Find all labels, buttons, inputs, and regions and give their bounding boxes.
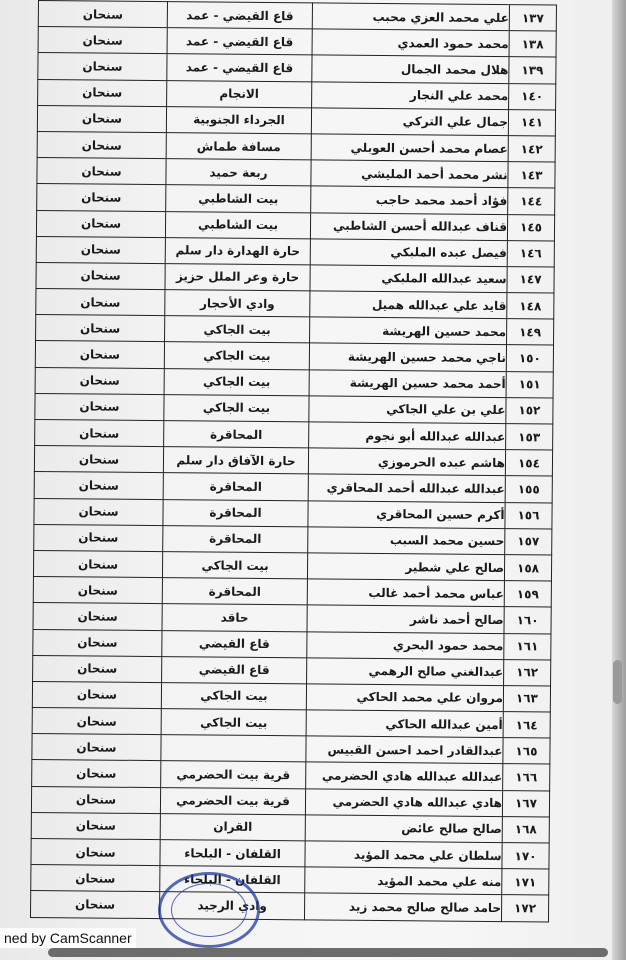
- number-cell: ١٦٣: [503, 685, 550, 712]
- number-cell: ١٦٠: [504, 607, 551, 634]
- name-cell: سعيد عبدالله الملبكي: [310, 265, 507, 293]
- number-cell: ١٤٣: [508, 162, 555, 189]
- name-cell: منه علي محمد المؤيد: [305, 867, 502, 895]
- region-cell: سنحان: [36, 210, 165, 237]
- number-cell: ١٥٢: [506, 397, 553, 424]
- name-cell: محمد علي النجار: [312, 81, 509, 109]
- region-cell: سنحان: [36, 289, 165, 316]
- number-cell: ١٤٠: [509, 83, 556, 110]
- place-cell: بيت الجاكي: [161, 709, 306, 736]
- region-cell: سنحان: [33, 629, 162, 656]
- region-cell: سنحان: [32, 681, 161, 708]
- number-cell: ١٤١: [508, 109, 555, 136]
- place-cell: قرية بيت الحضرمي: [161, 761, 306, 788]
- place-cell: حاقد: [162, 604, 307, 631]
- place-cell: بيت الجاكي: [164, 368, 309, 395]
- region-cell: سنحان: [36, 262, 165, 289]
- region-cell: سنحان: [38, 1, 167, 28]
- place-cell: المحاقرة: [163, 525, 308, 552]
- name-cell: عباس محمد أحمد غالب: [307, 579, 504, 607]
- name-cell: حسين محمد السبب: [308, 527, 505, 555]
- number-cell: ١٤٤: [508, 188, 555, 215]
- camscanner-watermark: ned by CamScanner: [0, 928, 136, 948]
- place-cell: الانجام: [167, 80, 312, 107]
- region-cell: سنحان: [35, 341, 164, 368]
- name-cell: هادي عبدالله هادي الحضرمي: [305, 788, 502, 816]
- number-cell: ١٥٥: [505, 476, 552, 503]
- place-cell: بيت الجاكي: [164, 394, 309, 421]
- name-cell: فيصل عبده الملبكي: [310, 239, 507, 267]
- region-cell: سنحان: [37, 184, 166, 211]
- place-cell: بيت الجاكي: [161, 682, 306, 709]
- place-cell: حارة الآفاق دار سلم: [163, 447, 308, 474]
- region-cell: سنحان: [33, 550, 162, 577]
- region-cell: سنحان: [32, 734, 161, 761]
- place-cell: المحاقرة: [163, 473, 308, 500]
- region-cell: سنحان: [37, 131, 166, 158]
- name-cell: قايد علي عبدالله هميل: [310, 291, 507, 319]
- name-cell: عبدالله عبدالله هادي الحضرمي: [306, 762, 503, 790]
- place-cell: حارة وعر الملل حزيز: [165, 263, 310, 290]
- region-cell: سنحان: [33, 603, 162, 630]
- number-cell: ١٤٩: [507, 319, 554, 346]
- number-cell: ١٥٧: [505, 528, 552, 555]
- horizontal-scrollbar[interactable]: [48, 948, 608, 957]
- number-cell: ١٦٢: [504, 659, 551, 686]
- number-cell: ١٦٤: [503, 712, 550, 739]
- name-cell: ناجي محمد حسين الهريشة: [309, 343, 506, 371]
- name-cell: هلال محمد الجمال: [312, 55, 509, 83]
- place-cell: المحاقرة: [162, 578, 307, 605]
- region-cell: سنحان: [33, 655, 162, 682]
- name-cell: أمين عبدالله الحاكي: [306, 710, 503, 738]
- region-cell: سنحان: [32, 760, 161, 787]
- place-cell: الجرداء الجنوبية: [166, 106, 311, 133]
- place-cell: المحاقرة: [163, 499, 308, 526]
- number-cell: ١٧١: [502, 869, 549, 896]
- name-cell: مروان علي محمد الحاكي: [306, 684, 503, 712]
- place-cell: قاع القيضي: [162, 656, 307, 683]
- region-cell: سنحان: [38, 53, 167, 80]
- number-cell: ١٦٥: [503, 738, 550, 765]
- number-cell: ١٧٠: [502, 843, 549, 870]
- name-cell: أكرم حسين المحاقري: [308, 500, 505, 528]
- region-cell: سنحان: [38, 27, 167, 54]
- region-cell: سنحان: [35, 393, 164, 420]
- place-cell: القلفان - البلحاء: [160, 840, 305, 867]
- number-cell: ١٥٦: [505, 502, 552, 529]
- name-cell: صالح صالح عائض: [305, 815, 502, 843]
- place-cell: وادي الرجيد: [159, 892, 304, 919]
- number-cell: ١٥١: [506, 371, 553, 398]
- number-cell: ١٣٩: [509, 57, 556, 84]
- region-cell: سنحان: [35, 419, 164, 446]
- roster-body: [30, 1, 556, 922]
- name-cell: محمد حسين الهريشة: [310, 317, 507, 345]
- number-cell: ١٣٨: [509, 31, 556, 58]
- place-cell: بيت الجاكي: [164, 342, 309, 369]
- number-cell: ١٣٧: [509, 5, 556, 32]
- table-row: [30, 891, 548, 922]
- number-cell: ١٤٦: [507, 240, 554, 267]
- region-cell: سنحان: [34, 498, 163, 525]
- name-cell: قناف عبدالله أحسن الشاطبي: [310, 212, 507, 240]
- name-cell: حامد صالح صالح محمد زيد: [304, 893, 501, 921]
- region-cell: سنحان: [36, 236, 165, 263]
- place-cell: القران: [160, 813, 305, 840]
- number-cell: ١٥٠: [506, 345, 553, 372]
- name-cell: هاشم عبده الحرموزي: [308, 448, 505, 476]
- number-cell: ١٤٨: [507, 293, 554, 320]
- number-cell: ١٦١: [504, 633, 551, 660]
- number-cell: ١٤٢: [508, 136, 555, 163]
- region-cell: سنحان: [37, 105, 166, 132]
- place-cell: قرية بيت الحضرمي: [160, 787, 305, 814]
- number-cell: ١٧٢: [501, 895, 548, 922]
- place-cell: بيت الشاطبي: [165, 211, 310, 238]
- name-cell: سلطان علي محمد المؤيد: [305, 841, 502, 869]
- region-cell: سنحان: [31, 865, 160, 892]
- number-cell: ١٥٨: [504, 555, 551, 582]
- region-cell: سنحان: [36, 315, 165, 342]
- place-cell: مسافة طماش: [166, 133, 311, 160]
- region-cell: سنحان: [33, 577, 162, 604]
- page-edge-shadow: [612, 0, 626, 960]
- name-cell: علي محمد العزي محبب: [312, 3, 509, 31]
- place-cell: ربعة حميد: [166, 159, 311, 186]
- region-cell: سنحان: [34, 524, 163, 551]
- number-cell: ١٦٧: [502, 790, 549, 817]
- name-cell: عبدالله عبدالله أبو نجوم: [309, 422, 506, 450]
- place-cell: قاع القيضي - عمد: [167, 54, 312, 81]
- place-cell: القلفان - البلحاء: [160, 866, 305, 893]
- place-cell: قاع القيضي - عمد: [167, 2, 312, 29]
- place-cell: بيت الجاكي: [162, 552, 307, 579]
- name-cell: أحمد محمد حسين الهريشة: [309, 370, 506, 398]
- name-cell: صالح أحمد ناشر: [307, 605, 504, 633]
- number-cell: ١٤٥: [507, 214, 554, 241]
- place-cell: وادي الأحجار: [165, 290, 310, 317]
- region-cell: سنحان: [31, 812, 160, 839]
- roster-table: [30, 0, 557, 922]
- region-cell: سنحان: [34, 472, 163, 499]
- region-cell: سنحان: [38, 79, 167, 106]
- region-cell: سنحان: [30, 891, 159, 918]
- name-cell: محمد حمود العمدي: [312, 29, 509, 57]
- number-cell: ١٦٨: [502, 816, 549, 843]
- vertical-scrollbar-thumb[interactable]: [613, 660, 622, 704]
- number-cell: ١٦٦: [503, 764, 550, 791]
- region-cell: سنحان: [32, 708, 161, 735]
- number-cell: ١٥٣: [506, 424, 553, 451]
- region-cell: سنحان: [31, 786, 160, 813]
- name-cell: عصام محمد أحسن العوبلي: [311, 134, 508, 162]
- name-cell: فؤاد أحمد محمد حاجب: [311, 186, 508, 214]
- name-cell: عبدالغني صالح الرهمي: [307, 658, 504, 686]
- place-cell: المحاقرة: [164, 421, 309, 448]
- place-cell: حارة الهدارة دار سلم: [165, 237, 310, 264]
- region-cell: سنحان: [35, 367, 164, 394]
- place-cell: قاع القيضي - عمد: [167, 28, 312, 55]
- region-cell: سنحان: [34, 446, 163, 473]
- name-cell: عبدالله عبدالله أحمد المحاقري: [308, 474, 505, 502]
- name-cell: جمال علي التركي: [311, 108, 508, 136]
- place-cell: [161, 735, 306, 762]
- number-cell: ١٥٤: [505, 450, 552, 477]
- name-cell: صالح علي شطير: [307, 553, 504, 581]
- name-cell: محمد حمود البحري: [307, 631, 504, 659]
- number-cell: ١٤٧: [507, 266, 554, 293]
- region-cell: سنحان: [31, 838, 160, 865]
- name-cell: علي بن علي الجاكي: [309, 396, 506, 424]
- name-cell: نشر محمد أحمد المليشي: [311, 160, 508, 188]
- place-cell: بيت الجاكي: [165, 316, 310, 343]
- region-cell: سنحان: [37, 158, 166, 185]
- place-cell: بيت الشاطبي: [166, 185, 311, 212]
- number-cell: ١٥٩: [504, 581, 551, 608]
- place-cell: قاع القيضي: [162, 630, 307, 657]
- name-cell: عبدالقادر احمد احسن القبيس: [306, 736, 503, 764]
